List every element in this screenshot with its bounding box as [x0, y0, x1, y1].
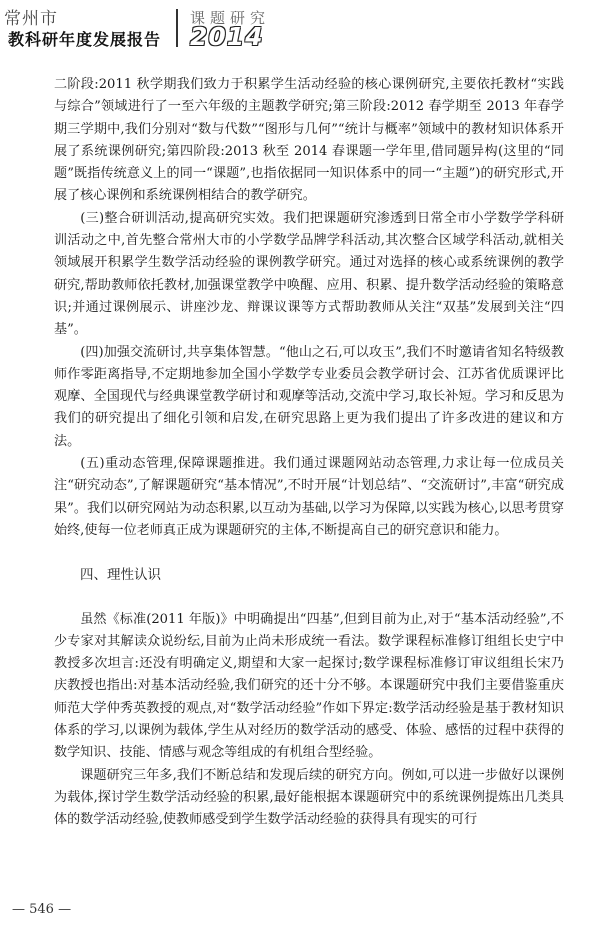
header-year: 2014	[190, 22, 264, 51]
page-body	[54, 74, 564, 832]
paragraph: (五)重动态管理,保障课题推进。我们通过课题网站动态管理,力求让每一位成员关注“研究动态”,了解课题研究“基本情况”,不时开展“计划总结”、“交流研讨”,丰富“研究成果”。我们以研究网站为动态积累,以互动为基础,以学习为保障,以实践为核心,以思考贯穿始终,使每一位老师真正成为课题研究的主体,不断提高自己的研究意识和能力。	[54, 456, 564, 538]
header-subtitle: 课题研究	[190, 9, 271, 27]
paragraph: (三)整合研训活动,提高研究实效。我们把课题研究渗透到日常全市小学数学学科研训活动之中,首先整合常州大市的小学数学品牌学科活动,其次整合区域学科活动,就相关领域展开积累学生数学活动经验的课例教学研究。通过对选择的核心或系统课例的教学研究,帮助教师依托教材,加强课堂教学中唤醒、应用、积累、提升数学活动经验的策略意识;并通过课例展示、讲座沙龙、辩课议课等方式帮助教师从关注“双基”发展到关注“四基”。	[54, 210, 564, 338]
paragraph: (四)加强交流研讨,共享集体智慧。“他山之石,可以攻玉”,我们不时邀请省知名特级教师作零距离指导,不定期地参加全国小学数学专业委员会教学研讨会、江苏省优质课评比观摩、全国现代与经典课堂教学研讨和观摩等活动,交流中学习,取长补短。学习和反思为我们的研究提出了细化引领和启发,在研究思路上更为我们提出了许多改进的建议和方法。	[54, 344, 564, 449]
section-heading: 四、理性认识	[80, 567, 161, 584]
header-report-title: 教科研年度发展报告	[8, 30, 162, 49]
paragraph: 二阶段:2011 秋学期我们致力于积累学生活动经验的核心课例研究,主要依托教材“实践与综合”领域进行了一至六年级的主题教学研究;第三阶段:2012 春学期至 2013 年春学期三学期中,我们分别对“数与代数”“图形与几何”“统计与概率”领域中的教材知识体系开展了系统课例研究;第四阶段:2013 秋至 2014 春课题一学年里,借同题异构(这里的“同题”既指传统意义上的同一“课题”,也指依据同一知识体系中的同一“主题”)的研究形式,开展了核心课例和系统课例相结合的教学研究。	[54, 77, 564, 204]
paragraph: 虽然《标准(2011 年版)》中明确提出“四基”,但到目前为止,对于“基本活动经验”,不少专家对其解读众说纷纭,目前为止尚未形成统一看法。数学课程标准修订组组长史宁中教授多次坦言:还没有明确定义,期望和大家一起探讨;数学课程标准修订审议组组长宋乃庆教授也指出:对基本活动经验,我们研究的还十分不够。本课题研究中我们主要借鉴重庆师范大学仲秀英教授的观点,对“数学活动经验”作如下界定:数学活动经验是基于教材知识体系的学习,以课例为载体,学生从对经历的数学活动的感受、体验、感悟的过程中获得的数学知识、技能、情感与观念等组成的有机组合型经验。	[54, 611, 564, 761]
paragraph: 课题研究三年多,我们不断总结和发现后续的研究方向。例如,可以进一步做好以课例为载体,探讨学生数学活动经验的积累,最好能根据本课题研究中的系统课例提炼出几类具体的数学活动经验,使教师感受到学生数学活动经验的获得具有现实的可行	[54, 767, 564, 828]
page-number: — 546 —	[12, 902, 72, 917]
running-header	[0, 0, 616, 52]
header-divider	[176, 9, 178, 47]
header-city: 常州市	[4, 9, 58, 29]
